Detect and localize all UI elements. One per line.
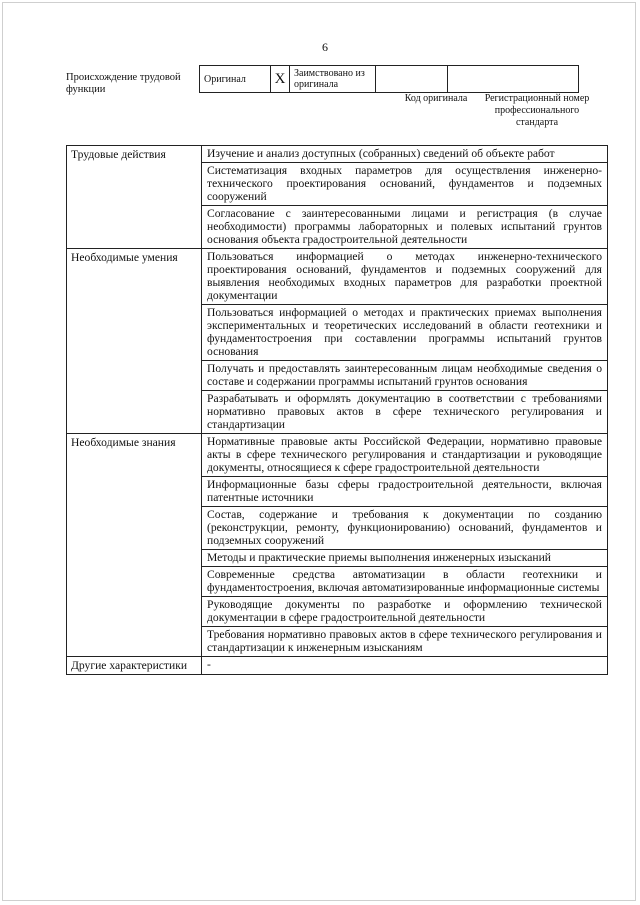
borrowed-cell: Заимствовано из оригинала <box>290 66 376 93</box>
row-item: Пользоваться информацией о методах инженерно-технического проектирования оснований, фундаментов и подземных сооружений для выявления необходимых входных параметров для разработки проектной документации <box>202 249 608 305</box>
row-item: Изучение и анализ доступных (собранных) сведений об объекте работ <box>202 146 608 163</box>
table-row <box>67 146 608 163</box>
row-item: Руководящие документы по разработке и оформлению технической документации в сфере градостроительной деятельности <box>202 597 608 627</box>
origin-label: Происхождение трудовой функции <box>66 72 181 95</box>
row-item: - <box>202 657 608 675</box>
table-row <box>67 249 608 305</box>
row-item: Пользоваться информацией о методах и практических приемах выполнения экспериментальных и теоретических исследований в области геотехники и фундаментостроения при составлении программы испытаний грунтов основания <box>202 305 608 361</box>
row-item: Информационные базы сферы градостроительной деятельности, включая патентные источники <box>202 477 608 507</box>
row-item: Современные средства автоматизации в области геотехники и фундаментостроения, включая автоматизированные информационные системы <box>202 567 608 597</box>
row-item: Систематизация входных параметров для осуществления инженерно-технического проектирования оснований, фундаментов и подземных сооружений <box>202 163 608 206</box>
original-mark: X <box>271 66 290 93</box>
page-number: 6 <box>322 40 328 54</box>
table-row <box>67 657 608 675</box>
original-cell: Оригинал <box>200 66 271 93</box>
row-item: Получать и предоставлять заинтересованным лицам необходимые сведения о составе и содержании программы испытаний грунтов основания <box>202 361 608 391</box>
row-item: Разрабатывать и оформлять документацию в соответствии с требованиями нормативно правовых актов в сфере технического регулирования и стандартизации <box>202 391 608 434</box>
row-item: Состав, содержание и требования к документации по созданию (реконструкции, ремонту, функционированию) оснований, фундаментов и подземных сооружений <box>202 507 608 550</box>
code-cell <box>376 66 448 93</box>
function-table <box>66 145 608 675</box>
origin-table <box>199 65 579 93</box>
row-item: Требования нормативно правовых актов в сфере технического регулирования и стандартизации к инженерным изысканиям <box>202 627 608 657</box>
reg-number-label: Регистрационный номер профессионального стандарта <box>484 93 590 128</box>
row-item: Нормативные правовые акты Российской Федерации, нормативно правовые акты в сфере технического регулирования и стандартизации и руководящие документы, относящиеся к сфере градостроительной деятельности <box>202 434 608 477</box>
row-category: Необходимые умения <box>67 249 202 434</box>
row-item: Согласование с заинтересованными лицами и регистрация (в случае необходимости) программы лабораторных и полевых испытаний грунтов основания объекта градостроительной деятельности <box>202 206 608 249</box>
row-category: Трудовые действия <box>67 146 202 249</box>
code-label: Код оригинала <box>404 93 468 104</box>
row-category: Другие характеристики <box>67 657 202 675</box>
table-row <box>67 434 608 477</box>
row-category: Необходимые знания <box>67 434 202 657</box>
reg-number-cell <box>448 66 579 93</box>
row-item: Методы и практические приемы выполнения инженерных изысканий <box>202 550 608 567</box>
